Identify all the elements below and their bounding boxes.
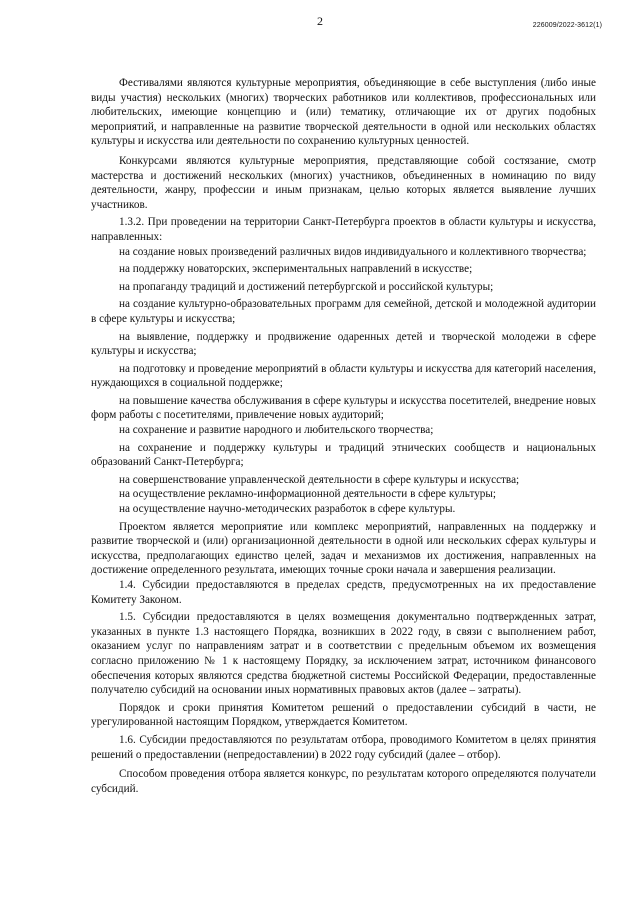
list-item: на создание культурно-образовательных программ для семейной, детской и молодежной аудитории в сфере культуры и искусства; bbox=[91, 298, 596, 325]
list-item: на сохранение и развитие народного и любительского творчества; bbox=[119, 424, 434, 437]
list-item: на повышение качества обслуживания в сфере культуры и искусства посетителей, внедрение новых форм работы с посетителями, привлечение новых аудиторий; bbox=[91, 394, 596, 422]
paragraph-1-5: 1.5. Субсидии предоставляются в целях возмещения документально подтвержденных затрат, указанных в пункте 1.3 настоящего Порядка, возникших в 2022 году, в связи с выполнением работ, оказанием услуг по направлениям затрат и в соответствии с предельным объемом их возмещения согласно приложению № 1 к настоящему Порядку, за исключением затрат, источником финансового обеспечения которых являются средства бюджетной системы Российской Федерации, предоставленные получателю субсидий на основании иных нормативных правовых актов (далее – затраты). bbox=[91, 611, 596, 697]
paragraph-contests: Конкурсами являются культурные мероприятия, представляющие собой состязание, смотр мастерства и достижений нескольких (многих) участников, объединенных в номинацию по виду деятельности, жанру, профессии и иным признакам, целью которых является выявление лучших участников. bbox=[91, 154, 596, 211]
page-number: 2 bbox=[317, 14, 323, 28]
document-body bbox=[91, 76, 596, 796]
list-item: на осуществление рекламно-информационной деятельности в сфере культуры; bbox=[119, 488, 497, 501]
paragraph-project: Проектом является мероприятие или комплекс мероприятий, направленных на поддержку и развитие творческой и (или) организационной деятельности в одной или нескольких сферах культуры и искусства, предполагающих единство целей, задач и механизмов их достижения, направленных на достижение определенного результата, имеющих точные сроки начала и завершения реализации. bbox=[91, 520, 596, 577]
list-item: на создание новых произведений различных видов индивидуального и коллективного творчества; bbox=[119, 245, 587, 258]
list-item: на совершенствование управленческой деятельности в сфере культуры и искусства; bbox=[119, 473, 520, 486]
paragraph-1-6: 1.6. Субсидии предоставляются по результатам отбора, проводимого Комитетом в целях принятия решений о предоставлении (непредоставлении) в 2022 году субсидий (далее – отбор). bbox=[91, 733, 596, 761]
paragraph-selection-method: Способом проведения отбора является конкурс, по результатам которого определяются получатели субсидий. bbox=[91, 768, 596, 795]
list-item: на подготовку и проведение мероприятий в области культуры и искусства для категорий населения, нуждающихся в социальной поддержке; bbox=[91, 362, 596, 390]
list-item: на сохранение и поддержку культуры и традиций этнических сообществ и национальных образований Санкт-Петербурга; bbox=[91, 441, 596, 469]
list-item: на выявление, поддержку и продвижение одаренных детей и творческой молодежи в сфере культуры и искусства; bbox=[91, 330, 596, 358]
paragraph-procedure: Порядок и сроки принятия Комитетом решений о предоставлении субсидий в части, не урегулированной настоящим Порядком, утверждается Комитетом. bbox=[91, 701, 596, 729]
paragraph-festivals: Фестивалями являются культурные мероприятия, объединяющие в себе выступления (либо иные виды участия) нескольких (многих) творческих работников или коллективов, профессиональных или любительских, имеющие концепцию и (или) тематику, отличающие их от других подобных мероприятий, и направленные на развитие творческой деятельности в одной или нескольких областях культуры и искусства или деятельности по сохранению культурных ценностей. bbox=[91, 77, 596, 148]
paragraph-1-3-2: 1.3.2. При проведении на территории Санкт-Петербурга проектов в области культуры и искусства, направленных: bbox=[91, 216, 596, 243]
document-id: 226009/2022-3612(1) bbox=[532, 22, 602, 29]
list-item: на поддержку новаторских, экспериментальных направлений в искусстве; bbox=[119, 263, 473, 276]
paragraph-1-4: 1.4. Субсидии предоставляются в пределах средств, предусмотренных на их предоставление Комитету Законом. bbox=[91, 579, 596, 606]
list-item: на осуществление научно-методических разработок в сфере культуры. bbox=[119, 503, 456, 516]
list-item: на пропаганду традиций и достижений петербургской и российской культуры; bbox=[119, 280, 494, 293]
